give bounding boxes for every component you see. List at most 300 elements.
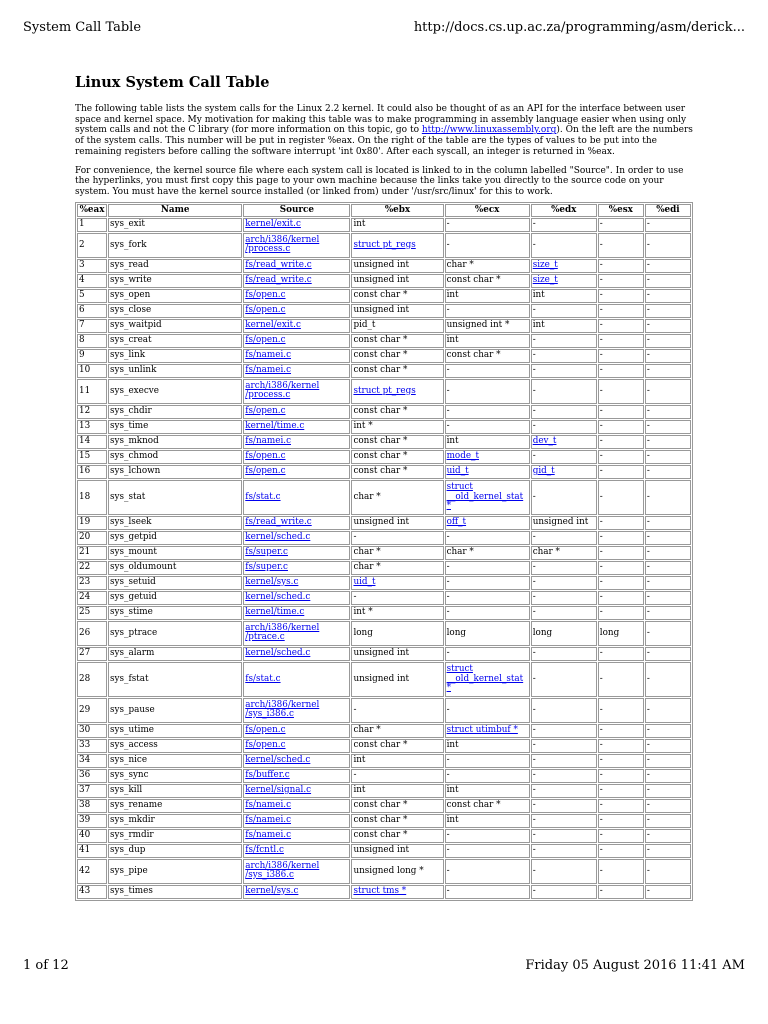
ecx-link[interactable]: struct __old_kernel_stat * bbox=[446, 664, 524, 693]
ecx-text: - bbox=[446, 648, 450, 659]
ebx-cell bbox=[351, 334, 443, 348]
name-cell bbox=[108, 739, 242, 753]
esx-text: - bbox=[599, 350, 603, 361]
ebx-cell bbox=[351, 739, 443, 753]
name-text: sys_execve bbox=[110, 385, 159, 396]
edx-cell bbox=[531, 420, 597, 434]
source-link[interactable]: kernel/sys.c bbox=[245, 577, 299, 588]
edi-text: - bbox=[646, 350, 650, 361]
esx-cell bbox=[598, 435, 644, 449]
ecx-cell bbox=[445, 754, 530, 768]
edx-cell bbox=[531, 844, 597, 858]
eax-text: 40 bbox=[79, 830, 91, 841]
eax-cell bbox=[77, 662, 107, 697]
edx-cell bbox=[531, 769, 597, 783]
ebx-cell bbox=[351, 885, 443, 899]
table-row bbox=[77, 274, 691, 288]
ecx-cell bbox=[445, 621, 530, 646]
ecx-cell bbox=[445, 769, 530, 783]
ebx-text: const char * bbox=[353, 406, 408, 417]
esx-cell bbox=[598, 405, 644, 419]
eax-text: 39 bbox=[79, 815, 91, 826]
ecx-text: char * bbox=[446, 547, 474, 558]
eax-text: 12 bbox=[79, 406, 91, 417]
ebx-text: long bbox=[353, 627, 373, 638]
ecx-cell bbox=[445, 450, 530, 464]
esx-cell bbox=[598, 420, 644, 434]
eax-cell bbox=[77, 405, 107, 419]
ebx-text: const char * bbox=[353, 365, 408, 376]
source-cell bbox=[243, 218, 350, 232]
ebx-link[interactable]: struct pt_regs bbox=[353, 239, 416, 250]
table-row bbox=[77, 546, 691, 560]
ecx-link[interactable]: uid_t bbox=[446, 466, 469, 477]
eax-cell bbox=[77, 516, 107, 530]
ecx-cell bbox=[445, 304, 530, 318]
esx-text: - bbox=[599, 275, 603, 286]
esx-text: - bbox=[599, 740, 603, 751]
print-footer-page: 1 of 12 bbox=[23, 958, 69, 973]
esx-cell bbox=[598, 319, 644, 333]
name-text: sys_lchown bbox=[110, 466, 161, 477]
esx-text: - bbox=[599, 577, 603, 588]
edi-text: - bbox=[646, 385, 650, 396]
edi-cell bbox=[645, 814, 691, 828]
esx-text: - bbox=[599, 815, 603, 826]
ebx-link[interactable]: struct pt_regs bbox=[353, 385, 416, 396]
ebx-link[interactable]: uid_t bbox=[353, 577, 376, 588]
name-text: sys_oldumount bbox=[110, 562, 177, 573]
esx-text: - bbox=[599, 704, 603, 715]
ebx-text: - bbox=[353, 592, 357, 603]
eax-cell bbox=[77, 621, 107, 646]
ebx-cell bbox=[351, 480, 443, 515]
source-link[interactable]: arch/i386/kernel /process.c bbox=[245, 380, 320, 401]
ecx-text: - bbox=[446, 886, 450, 897]
column-header: %eax bbox=[77, 204, 107, 217]
ecx-text: - bbox=[446, 830, 450, 841]
edi-text: - bbox=[646, 532, 650, 543]
esx-text: - bbox=[599, 562, 603, 573]
edi-text: - bbox=[646, 592, 650, 603]
edi-text: - bbox=[646, 365, 650, 376]
ebx-cell bbox=[351, 859, 443, 884]
source-cell bbox=[243, 304, 350, 318]
source-link[interactable]: fs/buffer.c bbox=[245, 770, 290, 781]
source-cell bbox=[243, 379, 350, 404]
source-link[interactable]: kernel/sched.c bbox=[245, 532, 311, 543]
edx-cell bbox=[531, 274, 597, 288]
edx-cell bbox=[531, 647, 597, 661]
name-cell bbox=[108, 319, 242, 333]
name-text: sys_stime bbox=[110, 607, 153, 618]
ecx-text: - bbox=[446, 385, 450, 396]
esx-text: - bbox=[599, 290, 603, 301]
source-link[interactable]: arch/i386/kernel /sys_i386.c bbox=[245, 699, 320, 720]
source-link[interactable]: fs/read_write.c bbox=[245, 517, 312, 528]
eax-text: 30 bbox=[79, 725, 91, 736]
source-link[interactable]: kernel/sched.c bbox=[245, 592, 311, 603]
name-cell bbox=[108, 465, 242, 479]
edx-text: - bbox=[532, 673, 536, 684]
edx-text: - bbox=[532, 755, 536, 766]
edi-text: - bbox=[646, 800, 650, 811]
source-link[interactable]: kernel/signal.c bbox=[245, 785, 312, 796]
source-link[interactable]: kernel/time.c bbox=[245, 421, 305, 432]
eax-text: 25 bbox=[79, 607, 91, 618]
esx-cell bbox=[598, 814, 644, 828]
ecx-cell bbox=[445, 647, 530, 661]
esx-text: - bbox=[599, 491, 603, 502]
ebx-text: const char * bbox=[353, 451, 408, 462]
eax-text: 33 bbox=[79, 740, 91, 751]
source-link[interactable]: fs/stat.c bbox=[245, 673, 281, 684]
eax-text: 37 bbox=[79, 785, 91, 796]
source-link[interactable]: fs/fcntl.c bbox=[245, 845, 284, 856]
source-link[interactable]: fs/open.c bbox=[245, 335, 286, 346]
esx-cell bbox=[598, 621, 644, 646]
edx-text: - bbox=[532, 725, 536, 736]
ebx-text: const char * bbox=[353, 740, 408, 751]
eax-text: 29 bbox=[79, 704, 91, 715]
esx-cell bbox=[598, 516, 644, 530]
edx-cell bbox=[531, 829, 597, 843]
name-text: sys_read bbox=[110, 260, 149, 271]
eax-text: 13 bbox=[79, 421, 91, 432]
esx-cell bbox=[598, 259, 644, 273]
source-link[interactable]: fs/open.c bbox=[245, 740, 286, 751]
source-cell bbox=[243, 435, 350, 449]
eax-cell bbox=[77, 647, 107, 661]
edx-cell bbox=[531, 576, 597, 590]
source-link[interactable]: arch/i386/kernel /ptrace.c bbox=[245, 622, 320, 643]
esx-text: - bbox=[599, 365, 603, 376]
source-link[interactable]: kernel/exit.c bbox=[245, 320, 301, 331]
ebx-text: unsigned int bbox=[353, 275, 410, 286]
ecx-text: - bbox=[446, 607, 450, 618]
source-link[interactable]: fs/stat.c bbox=[245, 491, 281, 502]
eax-cell bbox=[77, 885, 107, 899]
name-text: sys_chmod bbox=[110, 451, 159, 462]
ecx-cell bbox=[445, 405, 530, 419]
edi-cell bbox=[645, 561, 691, 575]
esx-text: - bbox=[599, 517, 603, 528]
ebx-cell bbox=[351, 647, 443, 661]
source-link[interactable]: kernel/exit.c bbox=[245, 219, 301, 230]
ebx-link[interactable]: struct tms * bbox=[353, 886, 407, 897]
edx-cell bbox=[531, 480, 597, 515]
table-row bbox=[77, 799, 691, 813]
source-link[interactable]: kernel/time.c bbox=[245, 607, 305, 618]
source-link[interactable]: fs/open.c bbox=[245, 290, 286, 301]
table-row bbox=[77, 304, 691, 318]
ecx-text: int bbox=[446, 290, 459, 301]
source-link[interactable]: fs/open.c bbox=[245, 466, 286, 477]
ebx-text: int bbox=[353, 219, 366, 230]
name-text: sys_mount bbox=[110, 547, 157, 558]
ebx-cell bbox=[351, 531, 443, 545]
eax-cell bbox=[77, 289, 107, 303]
edi-cell bbox=[645, 259, 691, 273]
source-link[interactable]: fs/super.c bbox=[245, 547, 288, 558]
name-cell bbox=[108, 606, 242, 620]
source-cell bbox=[243, 606, 350, 620]
ebx-text: unsigned int bbox=[353, 517, 410, 528]
ebx-cell bbox=[351, 364, 443, 378]
ebx-cell bbox=[351, 769, 443, 783]
source-link[interactable]: fs/namei.c bbox=[245, 365, 291, 376]
edi-cell bbox=[645, 662, 691, 697]
eax-cell bbox=[77, 531, 107, 545]
source-link[interactable]: fs/namei.c bbox=[245, 436, 291, 447]
esx-cell bbox=[598, 829, 644, 843]
ebx-cell bbox=[351, 405, 443, 419]
ecx-link[interactable]: struct __old_kernel_stat * bbox=[446, 482, 524, 511]
linuxassembly-link[interactable]: http://www.linuxassembly.org bbox=[421, 125, 557, 136]
edx-text: - bbox=[532, 491, 536, 502]
edi-text: - bbox=[646, 239, 650, 250]
esx-cell bbox=[598, 606, 644, 620]
source-link[interactable]: fs/read_write.c bbox=[245, 275, 312, 286]
source-link[interactable]: fs/open.c bbox=[245, 406, 286, 417]
esx-text: - bbox=[599, 845, 603, 856]
table-header-row bbox=[77, 204, 691, 217]
edx-text: - bbox=[532, 577, 536, 588]
esx-text: - bbox=[599, 385, 603, 396]
esx-text: - bbox=[599, 421, 603, 432]
eax-cell bbox=[77, 274, 107, 288]
eax-cell bbox=[77, 233, 107, 258]
esx-text: - bbox=[599, 755, 603, 766]
edx-text: - bbox=[532, 740, 536, 751]
name-text: sys_nice bbox=[110, 755, 148, 766]
ecx-cell bbox=[445, 784, 530, 798]
name-text: sys_close bbox=[110, 305, 152, 316]
source-link[interactable]: fs/namei.c bbox=[245, 800, 291, 811]
esx-cell bbox=[598, 218, 644, 232]
esx-text: - bbox=[599, 592, 603, 603]
source-cell bbox=[243, 621, 350, 646]
ecx-cell bbox=[445, 698, 530, 723]
column-header: %esx bbox=[598, 204, 644, 217]
edx-link[interactable]: gid_t bbox=[532, 466, 555, 477]
name-text: sys_open bbox=[110, 290, 151, 301]
edi-cell bbox=[645, 647, 691, 661]
eax-cell bbox=[77, 561, 107, 575]
ebx-text: - bbox=[353, 704, 357, 715]
esx-cell bbox=[598, 754, 644, 768]
ebx-cell bbox=[351, 561, 443, 575]
edi-cell bbox=[645, 289, 691, 303]
edx-link[interactable]: dev_t bbox=[532, 436, 557, 447]
ecx-cell bbox=[445, 576, 530, 590]
name-cell bbox=[108, 546, 242, 560]
eax-text: 14 bbox=[79, 436, 91, 447]
edx-cell bbox=[531, 561, 597, 575]
ecx-link[interactable]: struct utimbuf * bbox=[446, 725, 518, 736]
name-cell bbox=[108, 274, 242, 288]
ecx-link[interactable]: mode_t bbox=[446, 451, 479, 462]
ecx-cell bbox=[445, 829, 530, 843]
edi-cell bbox=[645, 319, 691, 333]
edi-text: - bbox=[646, 421, 650, 432]
ebx-text: const char * bbox=[353, 436, 408, 447]
ecx-text: - bbox=[446, 406, 450, 417]
source-cell bbox=[243, 754, 350, 768]
eax-cell bbox=[77, 576, 107, 590]
source-link[interactable]: fs/namei.c bbox=[245, 815, 291, 826]
edx-cell bbox=[531, 334, 597, 348]
table-row bbox=[77, 379, 691, 404]
name-text: sys_fstat bbox=[110, 673, 149, 684]
name-cell bbox=[108, 754, 242, 768]
edi-text: - bbox=[646, 577, 650, 588]
ecx-cell bbox=[445, 349, 530, 363]
ecx-text: int bbox=[446, 815, 459, 826]
edx-text: - bbox=[532, 815, 536, 826]
ebx-cell bbox=[351, 516, 443, 530]
table-row bbox=[77, 289, 691, 303]
source-link[interactable]: fs/open.c bbox=[245, 451, 286, 462]
eax-text: 36 bbox=[79, 770, 91, 781]
source-cell bbox=[243, 480, 350, 515]
eax-text: 43 bbox=[79, 886, 91, 897]
edx-text: - bbox=[532, 239, 536, 250]
edi-cell bbox=[645, 364, 691, 378]
ebx-text: char * bbox=[353, 562, 381, 573]
ecx-text: - bbox=[446, 532, 450, 543]
ebx-cell bbox=[351, 844, 443, 858]
edx-cell bbox=[531, 405, 597, 419]
edx-link[interactable]: size_t bbox=[532, 260, 558, 271]
ecx-text: const char * bbox=[446, 800, 501, 811]
edi-cell bbox=[645, 405, 691, 419]
eax-text: 15 bbox=[79, 451, 91, 462]
ebx-text: - bbox=[353, 770, 357, 781]
table-row bbox=[77, 259, 691, 273]
esx-text: - bbox=[599, 239, 603, 250]
source-cell bbox=[243, 561, 350, 575]
edx-text: - bbox=[532, 365, 536, 376]
eax-text: 26 bbox=[79, 627, 91, 638]
source-cell bbox=[243, 799, 350, 813]
edi-text: - bbox=[646, 865, 650, 876]
source-link[interactable]: arch/i386/kernel /process.c bbox=[245, 234, 320, 255]
eax-text: 11 bbox=[79, 385, 91, 396]
edx-text: - bbox=[532, 385, 536, 396]
ebx-text: unsigned int bbox=[353, 260, 410, 271]
source-link[interactable]: kernel/sched.c bbox=[245, 755, 311, 766]
ecx-cell bbox=[445, 289, 530, 303]
table-row bbox=[77, 754, 691, 768]
eax-cell bbox=[77, 465, 107, 479]
source-link[interactable]: fs/read_write.c bbox=[245, 260, 312, 271]
edx-cell bbox=[531, 546, 597, 560]
ebx-text: int bbox=[353, 785, 366, 796]
edx-text: - bbox=[532, 592, 536, 603]
ecx-cell bbox=[445, 364, 530, 378]
table-row bbox=[77, 516, 691, 530]
eax-cell bbox=[77, 546, 107, 560]
source-link[interactable]: fs/namei.c bbox=[245, 350, 291, 361]
table-row bbox=[77, 334, 691, 348]
eax-cell bbox=[77, 814, 107, 828]
source-link[interactable]: arch/i386/kernel /sys_i386.c bbox=[245, 860, 320, 881]
table-row bbox=[77, 784, 691, 798]
edi-text: - bbox=[646, 290, 650, 301]
esx-text: - bbox=[599, 785, 603, 796]
name-cell bbox=[108, 334, 242, 348]
ecx-link[interactable]: off_t bbox=[446, 517, 467, 528]
edx-text: - bbox=[532, 800, 536, 811]
intro-text-before-link: The following table lists the system calls for the Linux 2.2 kernel. It could also be thought of as an API for the interface between user space and kernel space. My motivation for making this table was to make programming in assembly language easier when using only system calls and not the C library (for more information on this topic, go to bbox=[75, 104, 687, 136]
eax-text: 24 bbox=[79, 592, 91, 603]
ecx-cell bbox=[445, 561, 530, 575]
esx-cell bbox=[598, 591, 644, 605]
source-link[interactable]: fs/super.c bbox=[245, 562, 288, 573]
ebx-text: char * bbox=[353, 725, 381, 736]
edi-text: - bbox=[646, 466, 650, 477]
eax-cell bbox=[77, 304, 107, 318]
ecx-cell bbox=[445, 379, 530, 404]
name-cell bbox=[108, 364, 242, 378]
table-row bbox=[77, 531, 691, 545]
name-text: sys_unlink bbox=[110, 365, 157, 376]
edx-cell bbox=[531, 218, 597, 232]
eax-text: 8 bbox=[79, 335, 85, 346]
table-row bbox=[77, 662, 691, 697]
table-row bbox=[77, 606, 691, 620]
name-cell bbox=[108, 799, 242, 813]
ebx-text: const char * bbox=[353, 335, 408, 346]
ecx-cell bbox=[445, 739, 530, 753]
ecx-cell bbox=[445, 885, 530, 899]
ebx-text: char * bbox=[353, 491, 381, 502]
ecx-cell bbox=[445, 844, 530, 858]
ecx-text: unsigned int * bbox=[446, 320, 510, 331]
edi-text: - bbox=[646, 830, 650, 841]
table-body bbox=[77, 218, 691, 899]
edx-cell bbox=[531, 885, 597, 899]
ebx-cell bbox=[351, 274, 443, 288]
edi-text: - bbox=[646, 785, 650, 796]
source-link[interactable]: fs/open.c bbox=[245, 725, 286, 736]
source-link[interactable]: kernel/sys.c bbox=[245, 886, 299, 897]
edx-link[interactable]: size_t bbox=[532, 275, 558, 286]
name-cell bbox=[108, 591, 242, 605]
table-row bbox=[77, 480, 691, 515]
edx-text: char * bbox=[532, 547, 560, 558]
name-cell bbox=[108, 405, 242, 419]
eax-text: 2 bbox=[79, 239, 85, 250]
edx-text: - bbox=[532, 607, 536, 618]
table-row bbox=[77, 859, 691, 884]
ebx-text: const char * bbox=[353, 466, 408, 477]
source-link[interactable]: kernel/sched.c bbox=[245, 648, 311, 659]
ebx-text: const char * bbox=[353, 290, 408, 301]
name-cell bbox=[108, 531, 242, 545]
table-row bbox=[77, 769, 691, 783]
esx-text: - bbox=[599, 886, 603, 897]
source-link[interactable]: fs/namei.c bbox=[245, 830, 291, 841]
ecx-cell bbox=[445, 465, 530, 479]
ebx-cell bbox=[351, 724, 443, 738]
table-row bbox=[77, 621, 691, 646]
ebx-cell bbox=[351, 420, 443, 434]
edi-cell bbox=[645, 516, 691, 530]
source-link[interactable]: fs/open.c bbox=[245, 305, 286, 316]
source-cell bbox=[243, 259, 350, 273]
